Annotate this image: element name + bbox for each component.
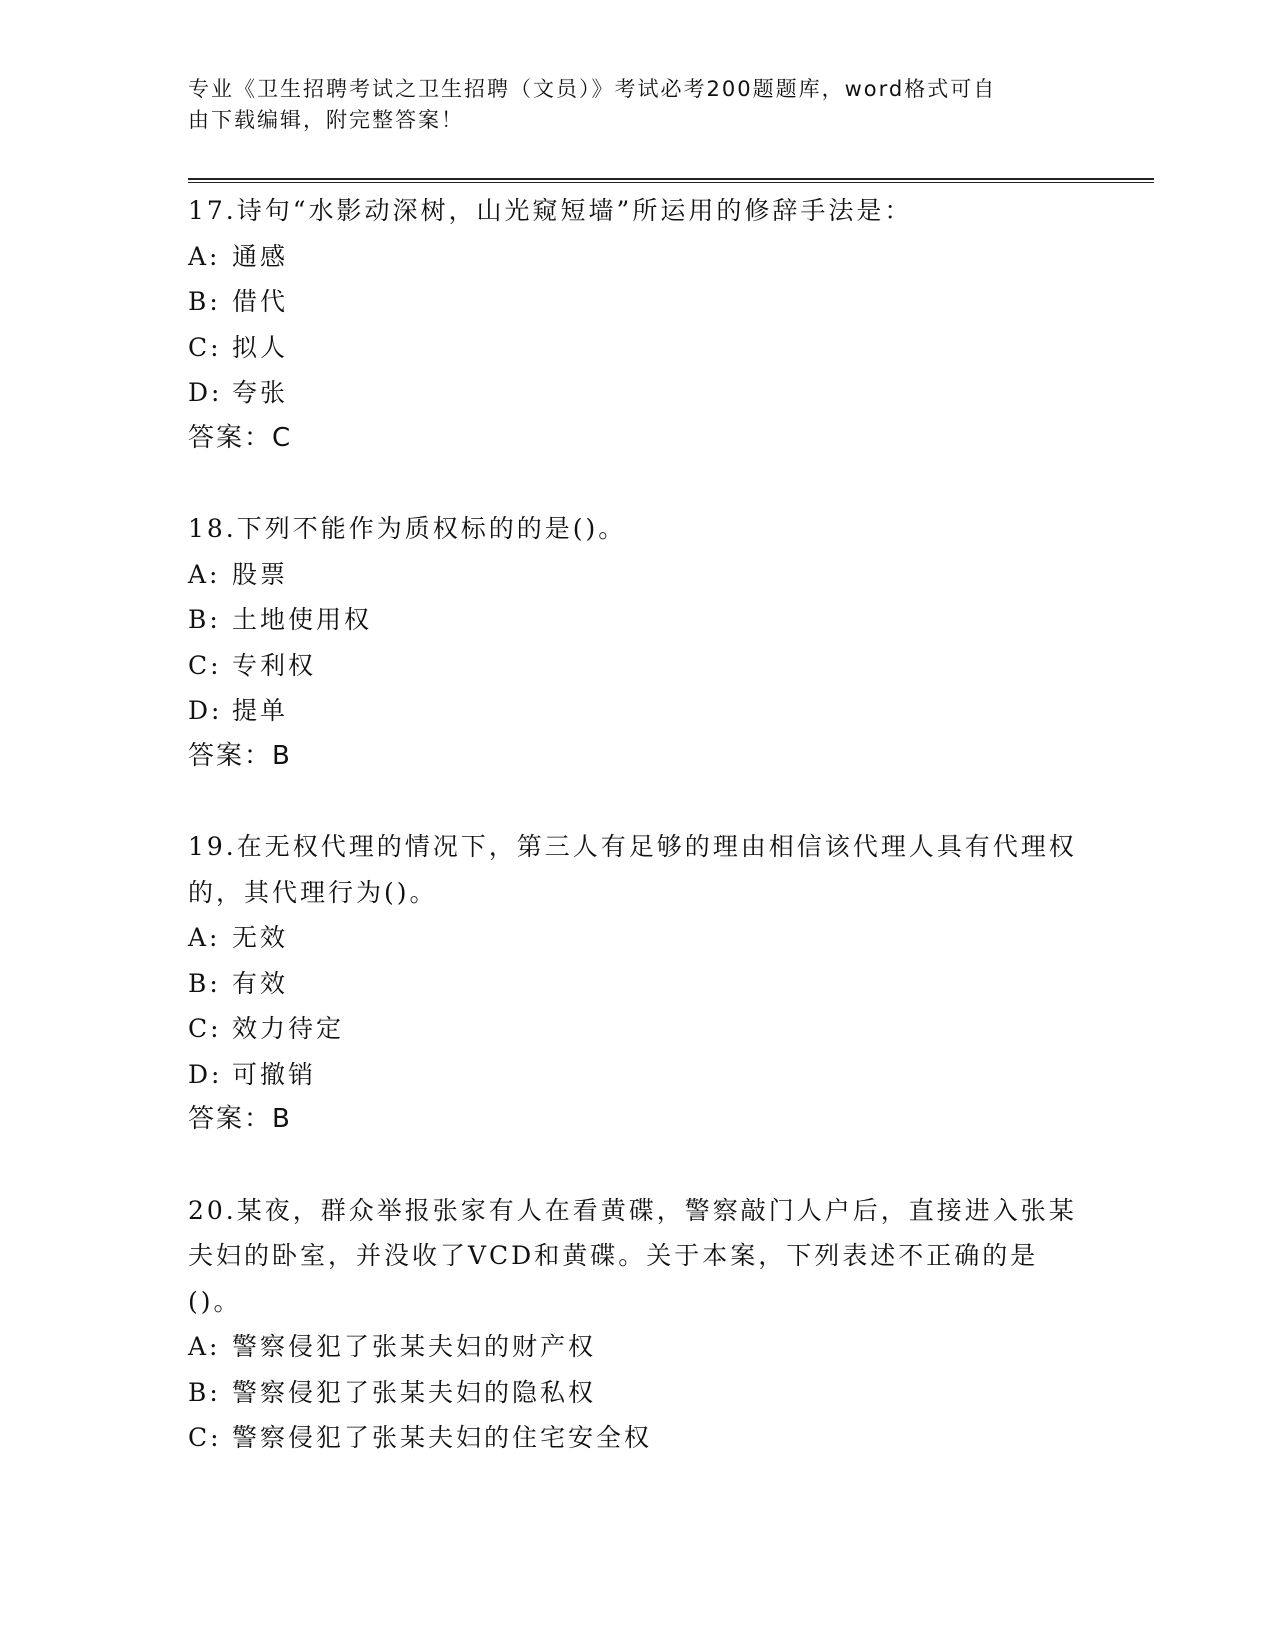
option-key: B: <box>188 1377 221 1407</box>
option-text: 拟人 <box>232 332 289 362</box>
option-key: A: <box>188 1332 221 1361</box>
option-text: 警察侵犯了张某夫妇的隐私权 <box>232 1377 597 1407</box>
option-b <box>188 597 1088 643</box>
option-key: C: <box>188 1014 222 1043</box>
option-text: 借代 <box>232 287 289 316</box>
header-line-1: 专业《卫生招聘考试之卫生招聘（文员）》考试必考200题题库，word格式可自 <box>188 77 997 101</box>
option-text: 通感 <box>232 241 289 271</box>
question-19 <box>188 824 1088 1143</box>
question-stem: 17.诗句“水影动深树，山光窥短墙”所运用的修辞手法是： <box>188 196 913 225</box>
option-b <box>188 961 1088 1007</box>
option-text: 提单 <box>232 696 289 725</box>
option-d <box>188 370 1088 416</box>
option-key: D: <box>188 696 223 725</box>
option-text: 无效 <box>232 923 289 952</box>
option-text: 警察侵犯了张某夫妇的住宅安全权 <box>232 1423 653 1452</box>
option-text: 夸张 <box>232 378 289 407</box>
answer-line: 答案：B <box>188 740 292 771</box>
header-line-2: 由下载编辑，附完整答案！ <box>188 108 464 132</box>
document-header <box>188 74 1068 136</box>
option-c <box>188 325 1088 371</box>
option-text: 股票 <box>232 559 289 589</box>
question-stem: 19.在无权代理的情况下，第三人有足够的理由相信该代理人具有代理权的，其代理行为()。 <box>188 832 1077 907</box>
option-text: 效力待定 <box>232 1014 345 1043</box>
option-key: A: <box>188 923 221 952</box>
question-17 <box>188 188 1088 461</box>
option-key: B: <box>188 605 221 634</box>
option-key: B: <box>188 287 221 316</box>
question-20 <box>188 1188 1088 1461</box>
question-stem: 18.下列不能作为质权标的的是()。 <box>188 514 627 543</box>
question-18 <box>188 506 1088 779</box>
answer-line: 答案：C <box>188 422 293 453</box>
option-b <box>188 1370 1088 1416</box>
option-d <box>188 1052 1088 1098</box>
option-text: 有效 <box>232 968 289 998</box>
option-key: C: <box>188 650 222 680</box>
answer-line: 答案：B <box>188 1104 292 1134</box>
option-key: C: <box>188 332 222 362</box>
question-stem: 20.某夜，群众举报张家有人在看黄碟，警察敲门人户后，直接进入张某夫妇的卧室，并没收了VCD和黄碟。关于本案，下列表述不正确的是()。 <box>188 1195 1077 1316</box>
option-c <box>188 1006 1088 1052</box>
header-divider <box>188 178 1154 183</box>
question-list <box>188 188 1088 1461</box>
option-key: D: <box>188 1059 223 1089</box>
option-key: C: <box>188 1423 222 1452</box>
option-key: A: <box>188 559 221 589</box>
option-a <box>188 234 1088 280</box>
option-b <box>188 279 1088 325</box>
option-c <box>188 1415 1088 1461</box>
option-text: 专利权 <box>232 650 317 680</box>
option-a <box>188 915 1088 961</box>
option-text: 土地使用权 <box>232 605 373 634</box>
option-d <box>188 688 1088 734</box>
option-a <box>188 552 1088 598</box>
option-key: B: <box>188 968 221 998</box>
option-a <box>188 1324 1088 1370</box>
option-key: A: <box>188 241 221 271</box>
option-key: D: <box>188 378 223 407</box>
option-text: 可撤销 <box>232 1059 317 1089</box>
option-text: 警察侵犯了张某夫妇的财产权 <box>232 1332 597 1361</box>
option-c <box>188 643 1088 689</box>
